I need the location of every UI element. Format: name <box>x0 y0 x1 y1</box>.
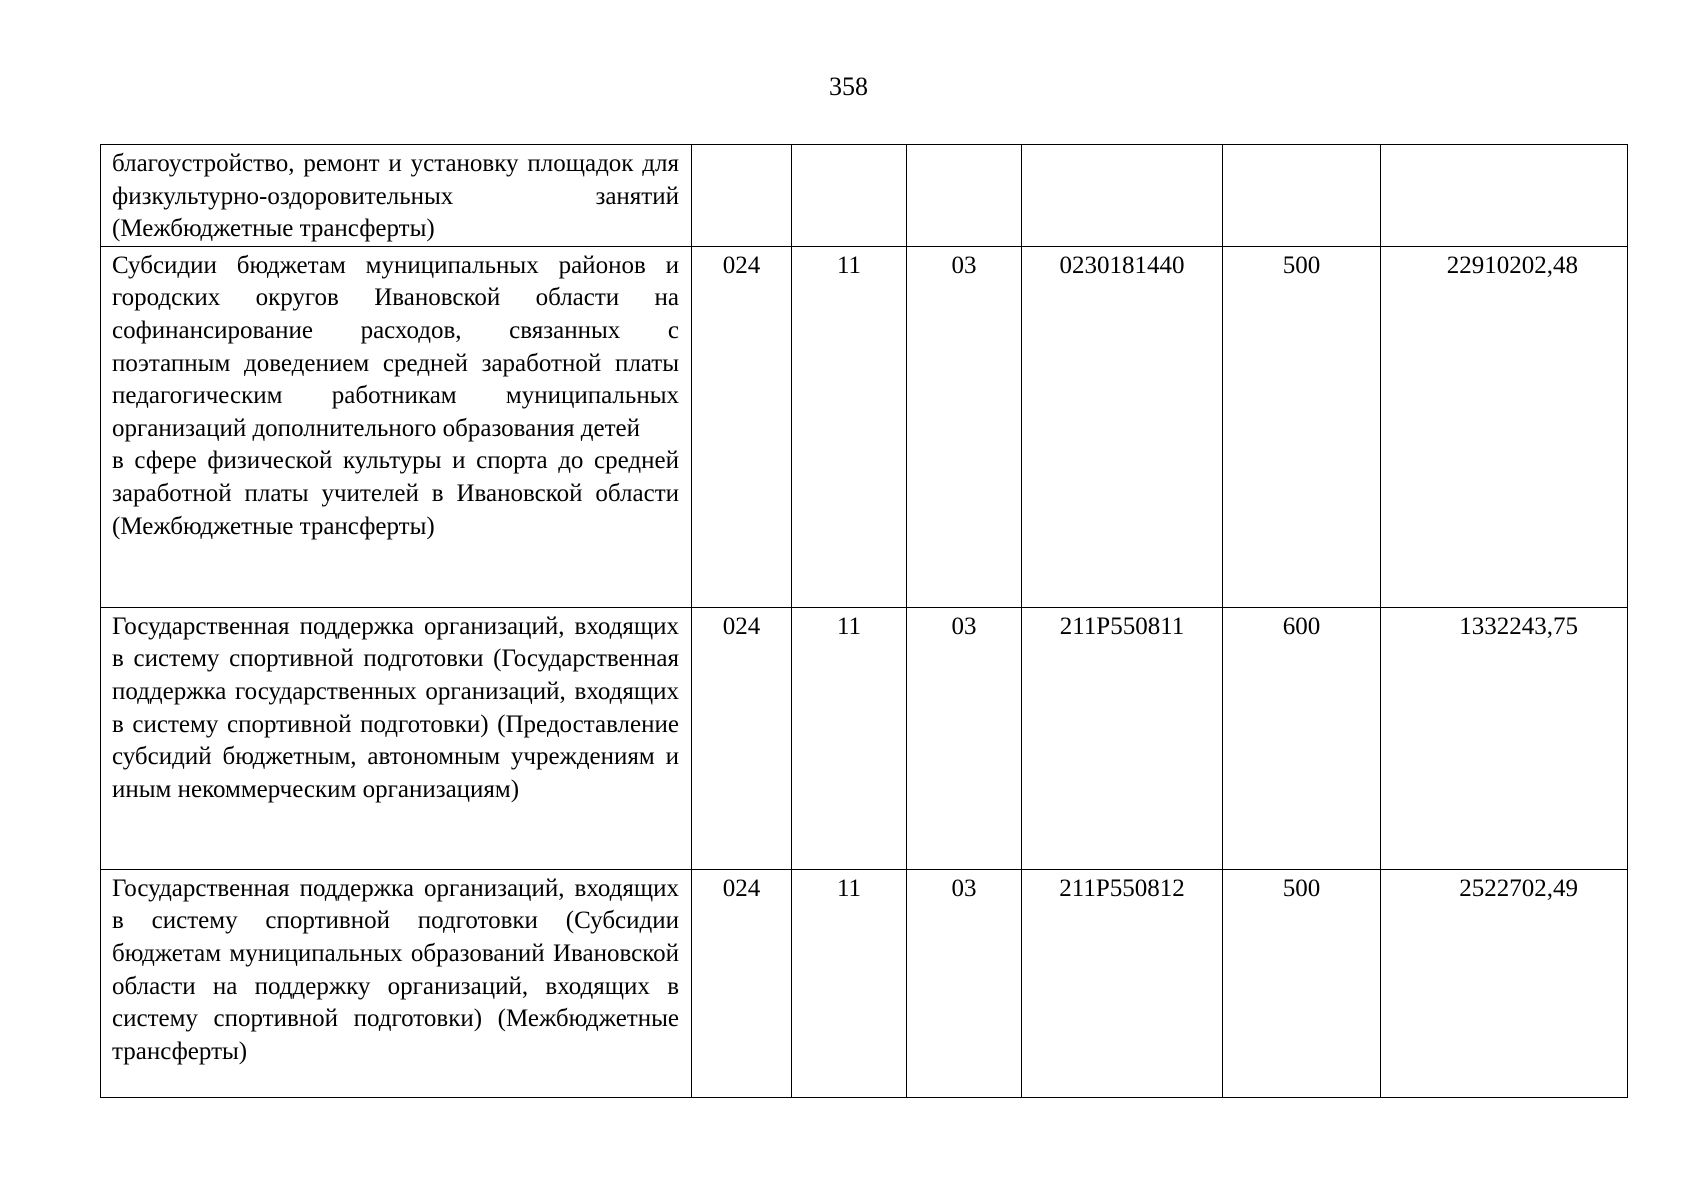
description-cell <box>101 246 692 607</box>
expense-type-cell: 600 <box>1223 607 1381 869</box>
ministry-cell <box>692 145 792 247</box>
subsection-cell: 03 <box>907 607 1022 869</box>
target-cell: 211P550812 <box>1022 869 1223 1097</box>
table-row <box>101 145 1628 247</box>
description-text: благоустройство, ремонт и установку площадок для физкультурно-оздоровительных занятий (Межбюджетные трансферты) <box>112 150 679 243</box>
description-text: Государственная поддержка организаций, входящих в систему спортивной подготовки (Субсидии бюджетам муниципальных образований Ивановской области на поддержку организаций, входящих в систему спортивной подготовки) (Межбюджетные трансферты) <box>112 874 679 1065</box>
page-number: 358 <box>829 72 868 101</box>
expense-type-cell: 500 <box>1223 246 1381 607</box>
ministry-cell: 024 <box>692 869 792 1097</box>
budget-table <box>100 144 1628 1098</box>
subsection-cell: 03 <box>907 246 1022 607</box>
description-cell <box>101 145 692 247</box>
table-row <box>101 869 1628 1097</box>
amount-cell: 22910202,48 <box>1381 246 1628 607</box>
target-cell: 211P550811 <box>1022 607 1223 869</box>
section-cell <box>792 145 907 247</box>
section-cell: 11 <box>792 869 907 1097</box>
subsection-cell: 03 <box>907 869 1022 1097</box>
subsection-cell <box>907 145 1022 247</box>
description-cell <box>101 869 692 1097</box>
amount-cell <box>1381 145 1628 247</box>
target-cell: 0230181440 <box>1022 246 1223 607</box>
section-cell: 11 <box>792 246 907 607</box>
section-cell: 11 <box>792 607 907 869</box>
ministry-cell: 024 <box>692 607 792 869</box>
amount-cell: 2522702,49 <box>1381 869 1628 1097</box>
description-cell <box>101 607 692 869</box>
table-row <box>101 246 1628 607</box>
description-text: Субсидии бюджетам муниципальных районов и городских округов Ивановской области на софинансирование расходов, связанных с поэтапным доведением средней заработной платы педагогическим работникам муниципальных организаций дополнительного образования детей в сфере физической культуры и спорта до средней заработной платы учителей в Ивановской области (Межбюджетные трансферты) <box>112 251 679 540</box>
table-row <box>101 607 1628 869</box>
expense-type-cell <box>1223 145 1381 247</box>
target-cell <box>1022 145 1223 247</box>
amount-cell: 1332243,75 <box>1381 607 1628 869</box>
description-text: Государственная поддержка организаций, входящих в систему спортивной подготовки (Государственная поддержка государственных организаций, входящих в систему спортивной подготовки) (Предоставление субсидий бюджетным, автономным учреждениям и иным некоммерческим организациям) <box>112 612 679 803</box>
ministry-cell: 024 <box>692 246 792 607</box>
expense-type-cell: 500 <box>1223 869 1381 1097</box>
